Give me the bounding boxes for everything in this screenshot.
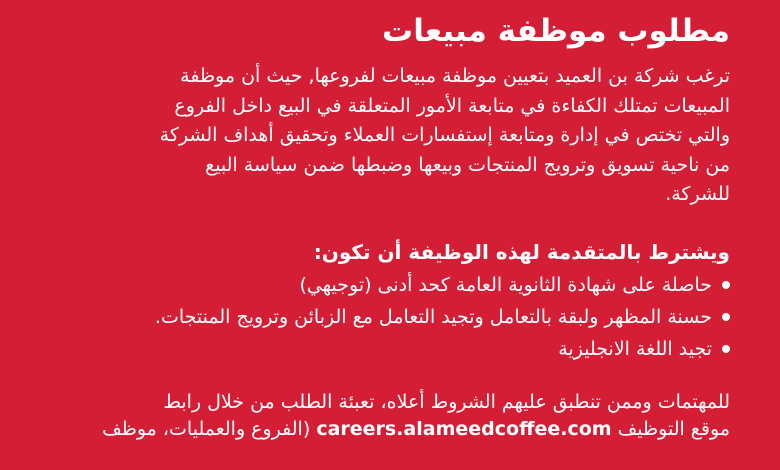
bullet-icon [722,345,730,353]
careers-link[interactable]: careers.alameedcoffee.com [316,417,612,440]
requirement-text: حاصلة على شهادة الثانوية العامة كحد أدنى (توجيهي) [299,273,712,296]
application-paragraph [45,389,730,443]
outro-line [45,416,730,443]
intro-line: المبيعات تمتلك الكفاءة في متابعة الأمور المتعلقة في البيع داخل الفروع [174,94,730,117]
section-spacer [45,210,730,238]
outro-line: للمهتمات وممن تنطبق عليهم الشروط أعلاه، تعبئة الطلب من خلال رابط [163,390,730,413]
requirement-item [45,301,730,333]
intro-paragraph [45,62,730,210]
requirement-text: حسنة المظهر ولبقة بالتعامل وتجيد التعامل مع الزبائن وترويج المنتجات. [154,305,712,328]
section-spacer [45,365,730,389]
requirements-list [45,269,730,365]
outro-line-suffix: (الفروع والعمليات، موظف [102,417,311,440]
requirement-item [45,333,730,365]
intro-line: والتي تختص في إدارة ومتابعة إستفسارات العملاء وتحقيق أهداف الشركة [159,124,730,146]
bullet-icon [722,281,730,289]
intro-line: من ناحية تسويق وترويج المنتجات وبيعها وضبطها ضمن سياسة البيع [205,153,730,176]
outro-line-prefix: موقع التوظيف [617,417,730,440]
intro-line: ترغب شركة بن العميد بتعيين موظفة مبيعات لفروعها, حيث أن موظفة [180,65,730,87]
requirement-item [45,269,730,301]
requirements-heading: ويشترط بالمتقدمة لهذه الوظيفة أن تكون: [313,239,730,264]
job-title: مطلوب موظفة مبيعات [382,13,730,49]
requirement-text: تجيد اللغة الانجليزية [558,337,712,360]
intro-line: للشركة. [665,183,730,205]
job-ad-content [45,10,730,443]
bullet-icon [722,313,730,321]
